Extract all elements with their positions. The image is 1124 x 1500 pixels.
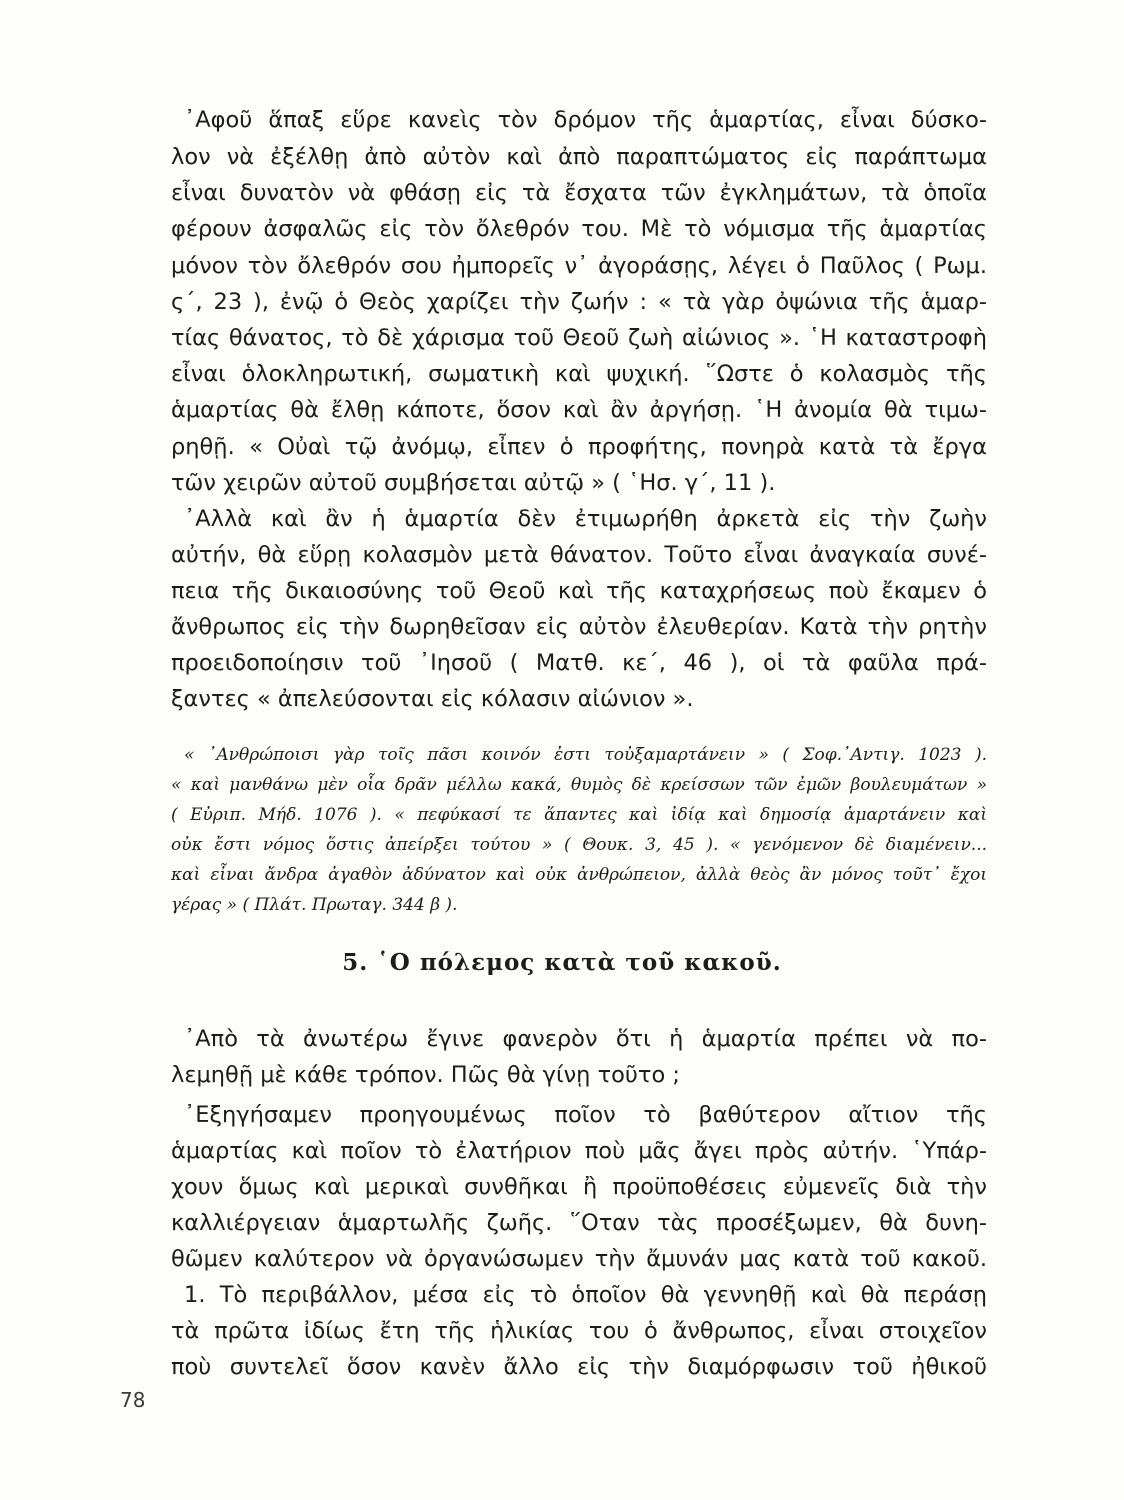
text-line: ἁμαρτίας θὰ ἔλθῃ κάποτε, ὅσον καὶ ἂν ἀργήσῃ. ῾Η ἀνομία θὰ τιμω- <box>171 397 987 423</box>
text-line: ξαντες « ἀπελεύσονται εἰς κόλασιν αἰώνιον ». <box>171 686 694 712</box>
text-line: εἶναι δυνατὸν νὰ φθάσῃ εἰς τὰ ἔσχατα τῶν ἐγκλημάτων, τὰ ὁποῖα <box>171 180 987 206</box>
section-heading: 5. ῾Ο πόλεμος κατὰ τοῦ κακοῦ. <box>342 949 782 976</box>
text-line: εἶναι ὁλοκληρωτική, σωματικὴ καὶ ψυχική. ῞Ωστε ὁ κολασμὸς τῆς <box>171 361 987 387</box>
text-line: καλλιέργειαν ἁμαρτωλῆς ζωῆς. ῞Οταν τὰς προσέξωμεν, θὰ δυνη- <box>171 1210 987 1236</box>
footnote-line: ( Εὐριπ. Μήδ. 1076 ). « πεφύκασί τε ἅπαντες καὶ ἰδίᾳ καὶ δημοσίᾳ ἁμαρτάνειν καὶ <box>171 805 987 825</box>
text-line: ἁμαρτίας καὶ ποῖον τὸ ἐλατήριον ποὺ μᾶς ἄγει πρὸς αὐτήν. ῾Υπάρ- <box>171 1138 987 1164</box>
text-line: πεια τῆς δικαιοσύνης τοῦ Θεοῦ καὶ τῆς καταχρήσεως ποὺ ἔκαμεν ὁ <box>171 578 987 604</box>
text-line: ᾿Αλλὰ καὶ ἂν ἡ ἁμαρτία δὲν ἐτιμωρήθη ἀρκετὰ εἰς τὴν ζωὴν <box>184 506 987 532</box>
text-line: φέρουν ἀσφαλῶς εἰς τὸν ὄλεθρόν του. Μὲ τὸ νόμισμα τῆς ἁμαρτίας <box>171 216 987 242</box>
footnote-line: καὶ εἶναι ἄνδρα ἀγαθὸν ἀδύνατον καὶ οὐκ ἀνθρώπειον, ἀλλὰ θεὸς ἂν μόνος τοῦτ᾿ ἔχοι <box>171 865 987 885</box>
text-line: χουν ὅμως καὶ μερικαὶ συνθῆκαι ἢ προϋποθέσεις εὐμενεῖς διὰ τὴν <box>171 1174 987 1200</box>
text-line: ς΄, 23 ), ἐνῷ ὁ Θεὸς χαρίζει τὴν ζωήν : « τὰ γὰρ ὀψώνια τῆς ἁμαρ- <box>171 289 987 315</box>
text-line: 1. Τὸ περιβάλλον, μέσα εἰς τὸ ὁποῖον θὰ γεννηθῇ καὶ θὰ περάσῃ <box>184 1282 987 1308</box>
text-line: ρηθῇ. « Οὐαὶ τῷ ἀνόμῳ, εἶπεν ὁ προφήτης, πονηρὰ κατὰ τὰ ἔργα <box>171 434 987 460</box>
footnote-line: « ᾿Ανθρώποισι γὰρ τοῖς πᾶσι κοινόν ἐστι τοὐξαμαρτάνειν » ( Σοφ.᾿Αντιγ. 1023 ). <box>184 745 987 765</box>
text-line: προειδοποίησιν τοῦ ᾿Ιησοῦ ( Ματθ. κε΄, 46 ), οἱ τὰ φαῦλα πρά- <box>171 650 987 676</box>
page-number: 78 <box>120 1388 146 1412</box>
text-line: λον νὰ ἐξέλθῃ ἀπὸ αὐτὸν καὶ ἀπὸ παραπτώματος εἰς παράπτωμα <box>171 144 987 170</box>
text-line: ᾿Απὸ τὰ ἀνωτέρω ἔγινε φανερὸν ὅτι ἡ ἁμαρτία πρέπει νὰ πο- <box>184 1026 987 1052</box>
text-line: ᾿Αφοῦ ἅπαξ εὕρε κανεὶς τὸν δρόμον τῆς ἁμαρτίας, εἶναι δύσκο- <box>184 107 987 133</box>
text-line: θῶμεν καλύτερον νὰ ὀργανώσωμεν τὴν ἄμυνάν μας κατὰ τοῦ κακοῦ. <box>171 1246 987 1272</box>
text-line: ἄνθρωπος εἰς τὴν δωρηθεῖσαν εἰς αὐτὸν ἐλευθερίαν. Κατὰ τὴν ρητὴν <box>171 614 987 640</box>
footnote-line: γέρας » ( Πλάτ. Πρωταγ. 344 β ). <box>171 895 458 915</box>
text-line: τῶν χειρῶν αὐτοῦ συμβήσεται αὐτῷ » ( ῾Ησ. γ΄, 11 ). <box>171 470 776 496</box>
text-line: λεμηθῇ μὲ κάθε τρόπον. Πῶς θὰ γίνῃ τοῦτο ; <box>171 1062 680 1088</box>
text-line: τὰ πρῶτα ἰδίως ἔτη τῆς ἡλικίας του ὁ ἄνθρωπος, εἶναι στοιχεῖον <box>171 1318 987 1344</box>
footnote-line: « καὶ μανθάνω μὲν οἷα δρᾶν μέλλω κακά, θυμὸς δὲ κρείσσων τῶν ἐμῶν βουλευμάτων » <box>171 775 987 795</box>
text-line: αὐτήν, θὰ εὕρῃ κολασμὸν μετὰ θάνατον. Τοῦτο εἶναι ἀναγκαία συνέ- <box>171 542 987 568</box>
text-line: μόνον τὸν ὄλεθρόν σου ἠμπορεῖς ν᾿ ἀγοράσῃς, λέγει ὁ Παῦλος ( Ρωμ. <box>171 253 987 279</box>
text-line: τίας θάνατος, τὸ δὲ χάρισμα τοῦ Θεοῦ ζωὴ αἰώνιος ». ῾Η καταστροφὴ <box>171 325 987 351</box>
footnote-line: οὐκ ἔστι νόμος ὅστις ἀπείρξει τούτου » ( Θουκ. 3, 45 ). « γενόμενον δὲ διαμένειν... <box>171 835 987 855</box>
text-line: ποὺ συντελεῖ ὅσον κανὲν ἄλλο εἰς τὴν διαμόρφωσιν τοῦ ἠθικοῦ <box>171 1354 987 1380</box>
text-line: ᾿Εξηγήσαμεν προηγουμένως ποῖον τὸ βαθύτερον αἴτιον τῆς <box>184 1102 987 1128</box>
